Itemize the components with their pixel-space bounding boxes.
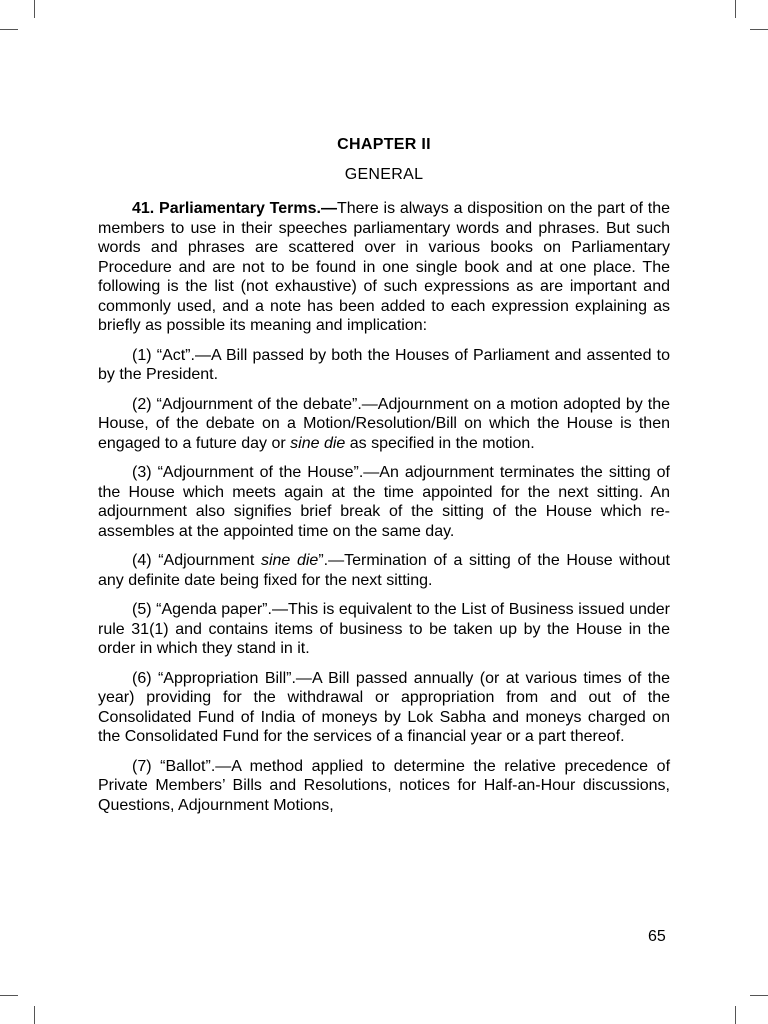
document-page <box>98 134 670 825</box>
crop-mark-top-left-horizontal <box>0 29 18 30</box>
chapter-title: CHAPTER II <box>337 136 431 153</box>
entry-lead-end: ”.— <box>318 552 345 569</box>
entry-adjournment-of-house <box>98 463 670 541</box>
intro-paragraph <box>98 199 670 336</box>
entry-lead: (4) “Adjournment <box>132 552 261 569</box>
crop-mark-bottom-right-vertical <box>735 1006 736 1024</box>
entry-text: This is equivalent to the List of Business issued under rule 31(1) and contains items of business to be taken up by the House in the order in which they stand in it. <box>98 601 671 657</box>
section-heading-dash: — <box>320 200 337 217</box>
entry-italic-term: sine die <box>290 434 346 452</box>
entry-text: A Bill passed annually (or at various times of the year) providing for the withdrawal or appropriation from and out of the Consolidated Fund of India of moneys by Lok Sabha and moneys charged on the Consolidated Fund for the services of a financial year or a part thereof. <box>98 669 670 745</box>
entry-lead: (2) “Adjournment of the debate”.— <box>132 395 378 413</box>
entry-adjournment-sine-die <box>98 551 670 590</box>
section-heading: 41. Parliamentary Terms. <box>132 200 321 217</box>
entry-text: A Bill passed by both the Houses of Parliament and assented to by the President. <box>98 346 671 383</box>
entry-agenda-paper <box>98 600 670 659</box>
entry-lead: (5) “Agenda paper”.— <box>132 601 288 618</box>
entry-lead: (6) “Appropriation Bill”.— <box>132 669 312 687</box>
entry-adjournment-of-debate <box>98 395 670 454</box>
crop-mark-top-left-vertical <box>34 0 35 18</box>
entry-act <box>98 346 670 385</box>
entry-lead: (3) “Adjournment of the House”.— <box>132 464 380 481</box>
entry-ballot <box>98 757 670 816</box>
page-number: 65 <box>648 928 666 945</box>
entry-text-end: as specified in the motion. <box>345 434 535 452</box>
entry-lead: (1) “Act”.— <box>132 346 211 364</box>
crop-mark-bottom-left-horizontal <box>0 995 18 996</box>
crop-mark-top-right-vertical <box>735 0 736 18</box>
entry-appropriation-bill <box>98 669 670 747</box>
crop-mark-top-right-horizontal <box>750 29 768 30</box>
crop-mark-bottom-right-horizontal <box>750 995 768 996</box>
intro-text: There is always a disposition on the part of the members to use in their speeches parliamentary words and phrases. But such words and phrases are scattered over in various books on Parliamentary Procedure and are not to be found in one single book and at one place. The following is the list (not exhaustive) of such expressions as are important and commonly used, and a note has been added to each expression explaining as briefly as possible its meaning and implication: <box>98 200 670 334</box>
chapter-subtitle: GENERAL <box>344 166 424 183</box>
entry-text: Termination of a sitting of the House without any definite date being fixed for the next sitting. <box>98 552 671 589</box>
entry-text: An adjournment terminates the sitting of the House which meets again at the time appointed for the next sitting. An adjournment also signifies brief break of the sitting of the House which re-assembles at the appointed time on the same day. <box>98 464 670 540</box>
entry-italic-term: sine die <box>260 552 319 569</box>
crop-mark-bottom-left-vertical <box>34 1006 35 1024</box>
entry-lead: (7) “Ballot”.— <box>132 757 232 775</box>
entry-text: A method applied to determine the relative precedence of Private Members’ Bills and Resolutions, notices for Half-an-Hour discussions, Questions, Adjournment Motions, <box>98 757 671 814</box>
entry-text: Adjournment on a motion adopted by the House, of the debate on a Motion/Resolution/Bill on which the House is then engaged to a future day or <box>98 395 670 452</box>
